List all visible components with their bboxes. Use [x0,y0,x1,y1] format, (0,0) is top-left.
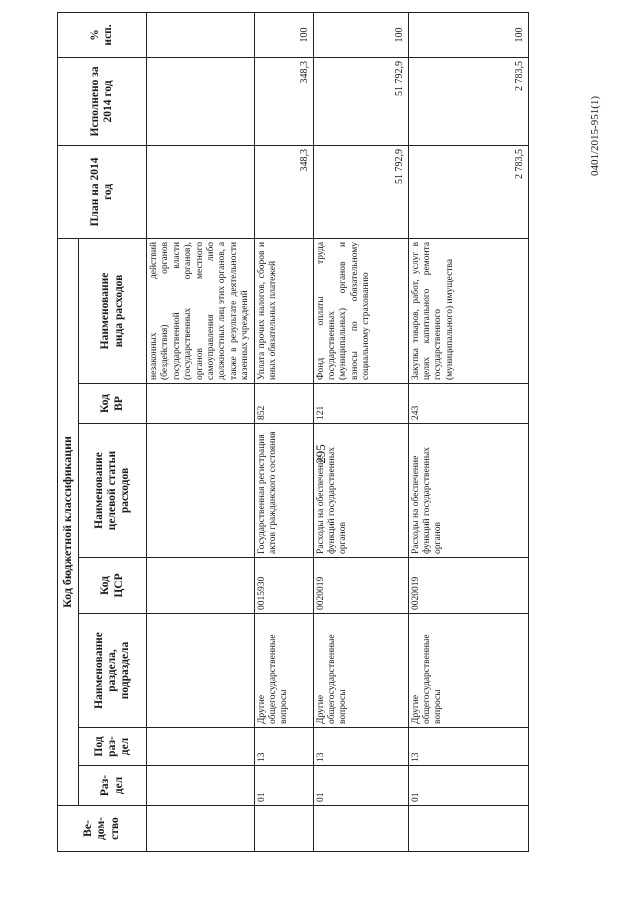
cell-ved [313,806,408,852]
budget-table [57,12,529,852]
cell-podrazdel: 13 [254,728,313,766]
cell-plan: 2 783,5 [408,145,528,238]
cell-fact: 51 792,9 [313,57,408,145]
cell-podrazdel [147,728,255,766]
cell-pct [147,12,255,57]
table-row [254,12,313,851]
cell-pct: 100 [254,12,313,57]
cell-fact [147,57,255,145]
header-csr-name: Наименование целевой статьи расходов [79,424,147,558]
cell-ved [147,806,255,852]
cell-razdel-name: Другие общегосударственные вопросы [254,614,313,728]
cell-csr: 0020019 [313,558,408,614]
cell-plan [147,145,255,238]
cell-vr: 243 [408,384,528,424]
cell-plan: 348,3 [254,145,313,238]
cell-ved [408,806,528,852]
cell-csr: 0020019 [408,558,528,614]
header-vr-name: Наименование вида расходов [79,238,147,383]
cell-razdel-name: Другие общегосударственные вопросы [313,614,408,728]
header-pct: % исп. [58,12,147,57]
rotated-table-container [57,24,525,852]
cell-razdel: 01 [408,766,528,806]
cell-csr: 0015930 [254,558,313,614]
cell-ved [254,806,313,852]
cell-vr-name: Закупка товаров, работ, услуг в целях капитального ремонта государственного (муниципального) имущества [408,238,528,383]
page-number: 295 [313,444,328,464]
cell-vr: 121 [313,384,408,424]
header-razdel: Раз- дел [79,766,147,806]
table-row [313,12,408,851]
cell-csr-name: Расходы на обеспечение функций государственных органов [408,424,528,558]
cell-vr [147,384,255,424]
cell-plan: 51 792,9 [313,145,408,238]
cell-podrazdel: 13 [408,728,528,766]
table-row [147,12,255,851]
cell-razdel: 01 [313,766,408,806]
cell-razdel-name: Другие общегосударственные вопросы [408,614,528,728]
cell-csr-name: Расходы на обеспечение функций государственных органов [313,424,408,558]
cell-vr-name: Уплата прочих налогов, сборов и иных обязательных платежей [254,238,313,383]
cell-pct: 100 [408,12,528,57]
table-row [408,12,528,851]
cell-vr: 852 [254,384,313,424]
cell-pct: 100 [313,12,408,57]
cell-podrazdel: 13 [313,728,408,766]
cell-csr [147,558,255,614]
cell-fact: 348,3 [254,57,313,145]
cell-fact: 2 783,5 [408,57,528,145]
cell-csr-name: Государственная регистрация актов гражданского состояния [254,424,313,558]
header-ved: Ве- дом- ство [58,806,147,852]
header-podrazdel: Под раз- дел [79,728,147,766]
header-csr: Код ЦСР [79,558,147,614]
header-fact: Исполнено за 2014 год [58,57,147,145]
header-vr: Код ВР [79,384,147,424]
cell-razdel: 01 [254,766,313,806]
header-budget-classification: Код бюджетной классификации [58,238,79,805]
cell-csr-name [147,424,255,558]
cell-razdel [147,766,255,806]
header-razdel-name: Наименование раздела, подраздела [79,614,147,728]
cell-vr-name: Фонд оплаты труда государственных (муниципальных) органов и взносы по обязательному социальному страхованию [313,238,408,383]
header-plan: План на 2014 год [58,145,147,238]
cell-vr-name: незаконных действий (бездействия) органов государственной власти (государственных органов), органов местного самоуправления либо должностных лиц этих органов, а также в результате деятельности казенных учреждений [147,238,255,383]
document-code: 0401/2015-951(1) [589,95,601,177]
cell-razdel-name [147,614,255,728]
